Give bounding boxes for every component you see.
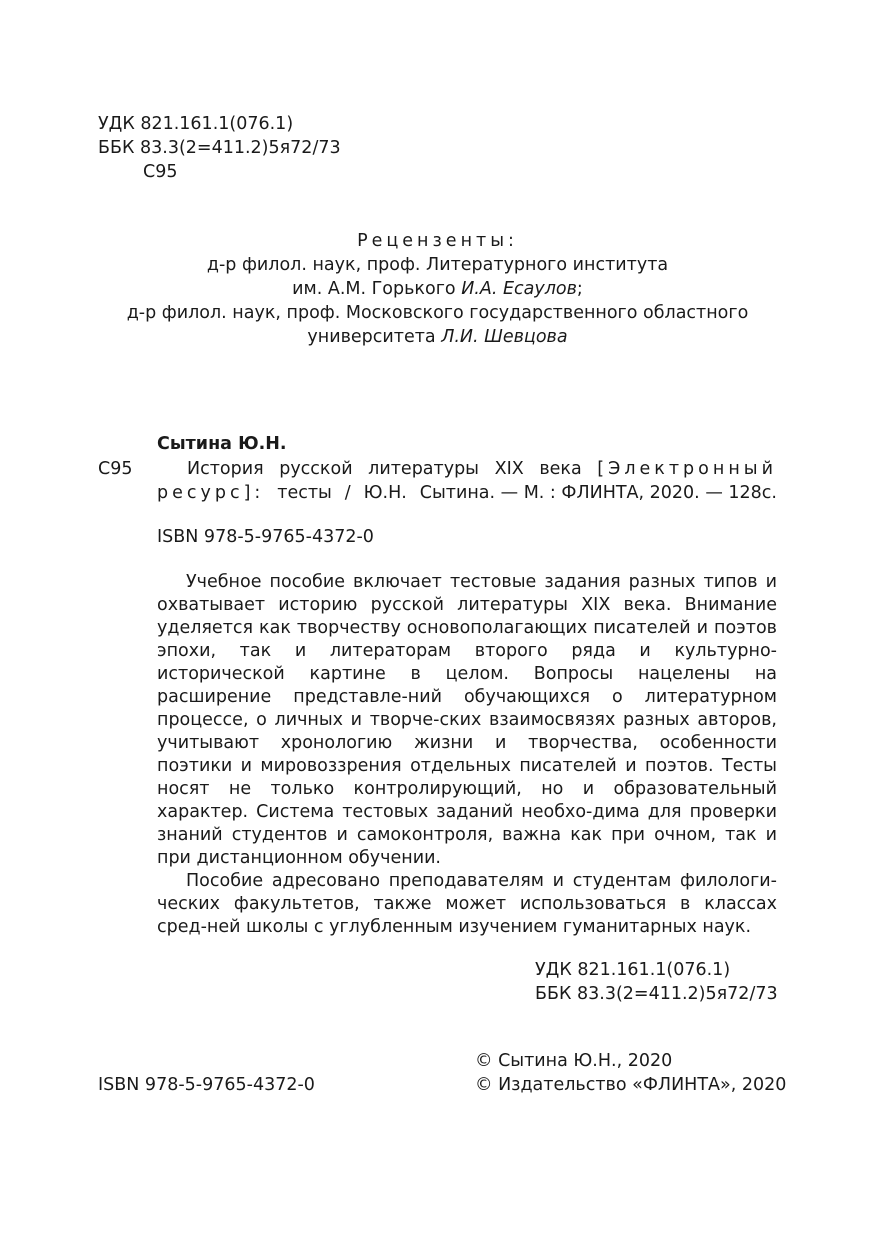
reviewers-block (0, 229, 875, 349)
udk-code-top: УДК 821.161.1(076.1) (98, 114, 294, 134)
reviewer-1-separator: ; (576, 279, 583, 299)
reviewer-1-affiliation: им. А.М. Горького (292, 279, 462, 299)
copyright-publisher: © Издательство «ФЛИНТА», 2020 (475, 1075, 787, 1095)
reviewer-2-line: д-р филол. наук, проф. Московского государственного областного (126, 303, 749, 323)
title-word: русской (279, 459, 353, 479)
udk-code-bottom: УДК 821.161.1(076.1) (535, 960, 731, 980)
annotation-paragraph: Учебное пособие включает тестовые задания разных типов и охватывает историю русской литературы XIX века. Внимание уделяется как творчеству основополагающих писателей и поэтов эпохи, так и литераторам второго ряда и культурно-исторической картине в целом. Вопросы нацелены на расширение представле-ний обучающихся о литературном процессе, о личных и творче-ских взаимосвязях разных авторов, учитывают хронологию жизни и творчества, особенности поэтики и мировоззрения отдельных писателей и поэтов. Тесты носят не только контролирующий, но и образовательный характер. Система тестовых заданий необхо-дима для проверки знаний студентов и самоконтроля, важна как при очном, так и при дистанционном обучении. (157, 572, 777, 868)
reviewer-1-line: д-р филол. наук, проф. Литературного института (206, 255, 669, 275)
title-line (157, 457, 777, 481)
title-word: литературы (368, 459, 479, 479)
publication-line (157, 481, 777, 505)
annotation-paragraph: Пособие адресовано преподавателям и студентам филологи-ческих факультетов, также может использоваться в классах сред-ней школы с углубленным изучением гуманитарных наук. (157, 871, 777, 937)
reviewer-1-name: И.А. Есаулов (461, 279, 577, 299)
publication-word: / (344, 483, 351, 503)
bbk-code-bottom: ББК 83.3(2=411.2)5я72/73 (535, 984, 778, 1004)
author-heading: Сытина Ю.Н. (157, 434, 287, 454)
title-word: века (539, 459, 582, 479)
title-word: XIX (494, 459, 524, 479)
reviewers-heading: Рецензенты: (357, 231, 518, 251)
bbk-code-top: ББК 83.3(2=411.2)5я72/73 (98, 138, 341, 158)
title-word: [Электронный (597, 459, 777, 479)
reviewer-2-name-line (0, 325, 875, 349)
reviewer-2-affiliation: университета (307, 327, 442, 347)
author-code-top: С95 (143, 162, 178, 182)
copyright-author: © Сытина Ю.Н., 2020 (475, 1051, 673, 1071)
isbn-record: ISBN 978-5-9765-4372-0 (157, 527, 374, 547)
annotation (157, 571, 777, 939)
title-word: История (187, 459, 264, 479)
publication-word: Ю.Н. (363, 483, 407, 503)
author-code-record: С95 (98, 459, 133, 479)
reviewer-1-name-line (0, 277, 875, 301)
bibliographic-description (157, 457, 777, 505)
isbn-footer: ISBN 978-5-9765-4372-0 (98, 1075, 315, 1095)
publication-imprint: Сытина. — М. : ФЛИНТА, 2020. — 128с. (419, 483, 777, 503)
publication-word: тесты (277, 483, 332, 503)
publication-word: ресурс]: (157, 483, 265, 503)
reviewer-2-name: Л.И. Шевцова (441, 327, 568, 347)
